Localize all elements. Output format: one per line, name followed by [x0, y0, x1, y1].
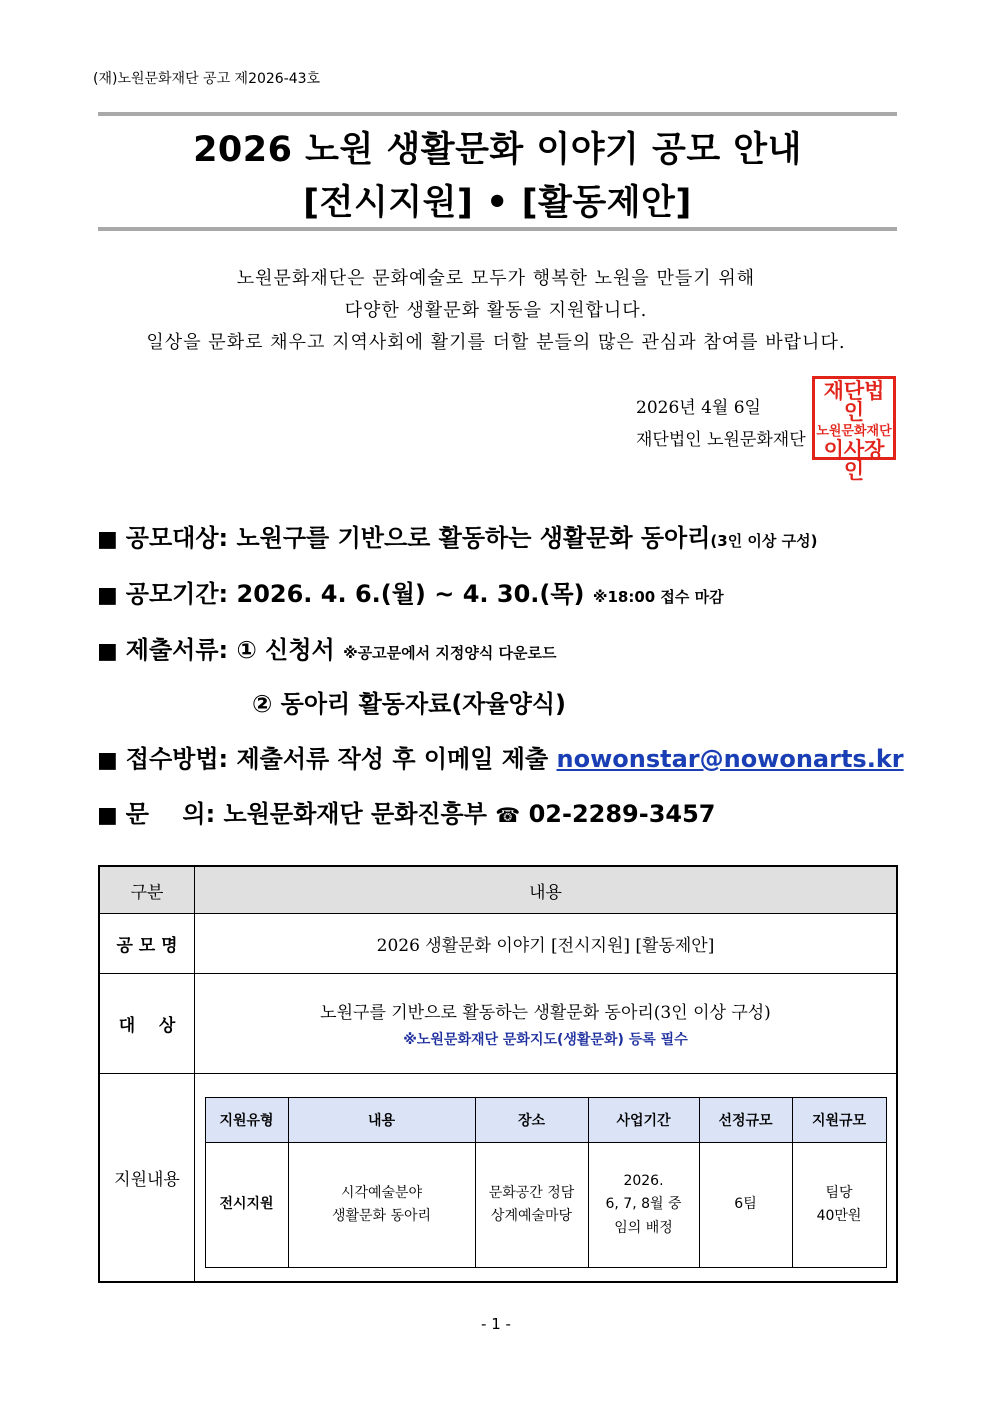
sub-cell-content-l2: 생활문화 동아리: [331, 1208, 432, 1224]
sub-cell-content-l1: 시각예술분야: [340, 1184, 423, 1201]
bullet-square-icon: ■: [97, 639, 118, 664]
period-note: ※18:00 접수 마감: [592, 588, 724, 606]
documents-item-1-note: ※공고문에서 지정양식 다운로드: [343, 644, 557, 662]
sub-cell-selection: 6팀: [699, 1143, 792, 1268]
header-content: 내용: [195, 866, 898, 914]
sub-cell-place: [475, 1143, 588, 1268]
sub-cell-period-l1: 2026.: [623, 1173, 664, 1190]
row-target-value: 노원구를 기반으로 활동하는 생활문화 동아리(3인 이상 구성): [320, 1003, 771, 1023]
sub-header-period: 사업기간: [588, 1098, 699, 1143]
sub-cell-amount-l1: 팀당: [825, 1184, 853, 1201]
seal-line-2: 노원문화재단: [816, 424, 892, 439]
intro-line-2: 다양한 생활문화 활동을 지원합니다.: [344, 300, 648, 321]
phone-icon: ☎: [495, 803, 521, 827]
title-bottom-rule: [98, 227, 897, 231]
issuer-name: 재단법인 노원문화재단: [636, 430, 806, 450]
row-name-label: 공 모 명: [99, 914, 195, 974]
info-method: [97, 739, 904, 774]
inquiry-value: 노원문화재단 문화진흥부: [223, 800, 487, 828]
bullet-square-icon: ■: [97, 748, 118, 773]
table-row-target: [99, 974, 897, 1074]
sub-cell-place-l1: 문화공간 정담: [488, 1184, 575, 1201]
sub-cell-place-l2: 상계예술마당: [490, 1208, 573, 1224]
sub-cell-content: [288, 1143, 475, 1268]
intro-line-3: 일상을 문화로 채우고 지역사회에 활기를 더할 분들의 많은 관심과 참여를 바랍니다.: [146, 332, 846, 353]
notice-date: 2026년 4월 6일: [636, 398, 761, 418]
sub-cell-amount: [792, 1143, 886, 1268]
row-target-note: ※노원문화재단 문화지도(생활문화) 등록 필수: [403, 1032, 688, 1048]
sub-header-content: 내용: [288, 1098, 475, 1143]
bullet-square-icon: ■: [97, 583, 118, 608]
period-label: 공모기간:: [125, 580, 229, 608]
documents-label: 제출서류:: [125, 636, 229, 664]
summary-table: [98, 865, 898, 1283]
inquiry-label: 문 의:: [125, 800, 216, 828]
target-label: 공모대상:: [125, 524, 229, 552]
sub-header-amount: 지원규모: [792, 1098, 886, 1143]
table-row-support: [99, 1074, 897, 1283]
email-link[interactable]: nowonstar@nowonarts.kr: [556, 745, 904, 773]
method-value: 제출서류 작성 후 이메일 제출: [236, 745, 549, 773]
intro-line-1: 노원문화재단은 문화예술로 모두가 행복한 노원을 만들기 위해: [236, 268, 756, 289]
subtable-row: [205, 1143, 886, 1268]
documents-item-2: ② 동아리 활동자료(자율양식): [252, 690, 566, 718]
page-subtitle: [전시지원] • [활동제안]: [303, 183, 692, 223]
title-top-rule: [98, 112, 897, 116]
header-category: 구분: [99, 866, 195, 914]
row-support-cell: [195, 1074, 898, 1283]
support-subtable: [205, 1097, 887, 1268]
table-header-row: [99, 866, 897, 914]
inquiry-phone: 02-2289-3457: [528, 800, 716, 828]
seal-line-3: 이사장인: [823, 438, 885, 483]
page-number: - 1 -: [481, 1315, 511, 1333]
bullet-square-icon: ■: [97, 803, 118, 828]
row-name-value: 2026 생활문화 이야기 [전시지원] [활동제안]: [195, 914, 898, 974]
notice-number: (재)노원문화재단 공고 제2026-43호: [93, 71, 321, 87]
info-documents: [97, 630, 557, 665]
period-value: 2026. 4. 6.(월) ~ 4. 30.(목): [236, 580, 585, 608]
method-label: 접수방법:: [125, 745, 229, 773]
page-title: 2026 노원 생활문화 이야기 공모 안내: [193, 130, 802, 170]
row-target-cell: [195, 974, 898, 1074]
documents-item-1: ① 신청서: [236, 636, 335, 664]
sub-cell-period: [588, 1143, 699, 1268]
sub-cell-amount-l2: 40만원: [816, 1208, 862, 1224]
row-target-label: 대 상: [99, 974, 195, 1074]
official-seal: [812, 376, 896, 483]
sub-header-place: 장소: [475, 1098, 588, 1143]
info-target: [97, 518, 817, 553]
info-period: [97, 574, 724, 609]
info-inquiry: [97, 794, 716, 829]
bullet-square-icon: ■: [97, 527, 118, 552]
target-value: 노원구를 기반으로 활동하는 생활문화 동아리: [236, 524, 711, 552]
sub-cell-period-l3: 임의 배정: [614, 1219, 673, 1236]
table-row-name: [99, 914, 897, 974]
sub-header-selection: 선정규모: [699, 1098, 792, 1143]
sub-cell-type: 전시지원: [205, 1143, 288, 1268]
seal-line-1: 재단법인: [823, 379, 885, 424]
sub-cell-period-l2: 6, 7, 8월 중: [605, 1196, 682, 1213]
target-note: (3인 이상 구성): [710, 532, 818, 550]
subtable-header-row: [205, 1098, 886, 1143]
row-support-label: 지원내용: [99, 1074, 195, 1283]
sub-header-type: 지원유형: [205, 1098, 288, 1143]
